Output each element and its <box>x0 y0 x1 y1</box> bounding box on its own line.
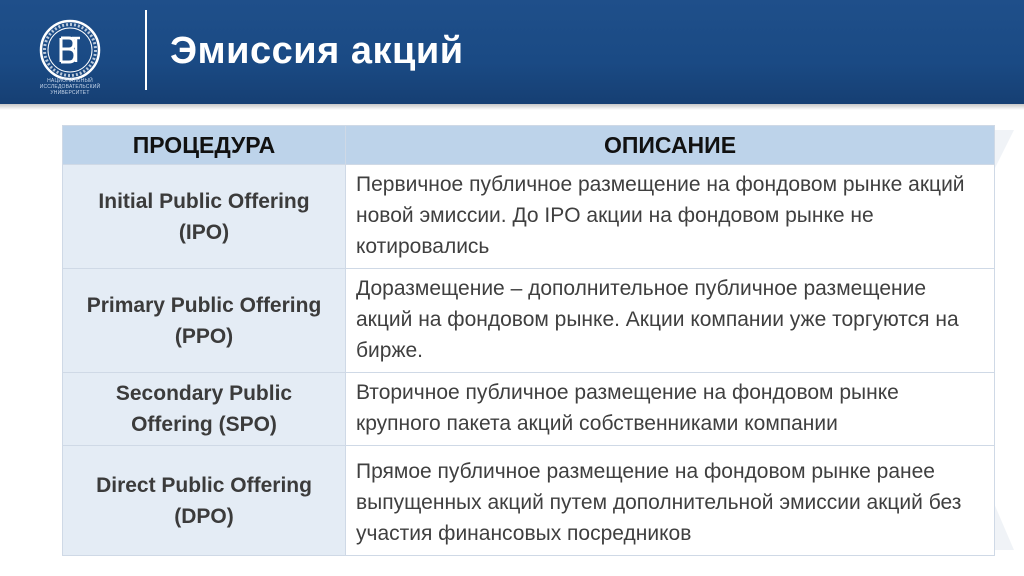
table-row <box>63 165 995 269</box>
description-cell: Прямое публичное размещение на фондовом рынке ранее выпущенных акций путем дополнительной эмиссии акций без участия финансовых посредников <box>346 446 995 556</box>
page-title: Эмиссия акций <box>170 30 464 72</box>
table-row <box>63 446 995 556</box>
procedure-cell: Direct Public Offering (DPO) <box>63 446 346 556</box>
table-row <box>63 269 995 373</box>
header-divider <box>145 10 147 90</box>
description-cell: Вторичное публичное размещение на фондовом рынке крупного пакета акций собственниками компании <box>346 373 995 446</box>
table-header-row <box>63 126 995 165</box>
procedure-cell: Initial Public Offering (IPO) <box>63 165 346 269</box>
header-procedure: ПРОЦЕДУРА <box>63 126 346 165</box>
header-description: ОПИСАНИЕ <box>346 126 995 165</box>
header-bar <box>0 0 1024 104</box>
description-cell: Первичное публичное размещение на фондовом рынке акций новой эмиссии. До IPO акции на фондовом рынке не котировались <box>346 165 995 269</box>
description-cell: Доразмещение – дополнительное публичное размещение акций на фондовом рынке. Акции компании уже торгуются на бирже. <box>346 269 995 373</box>
table-row <box>63 373 995 446</box>
procedure-cell: Primary Public Offering (PPO) <box>63 269 346 373</box>
logo-caption: НАЦИОНАЛЬНЫЙ ИССЛЕДОВАТЕЛЬСКИЙ УНИВЕРСИТЕТ <box>39 78 101 96</box>
offerings-table <box>62 125 995 556</box>
procedure-cell: Secondary Public Offering (SPO) <box>63 373 346 446</box>
